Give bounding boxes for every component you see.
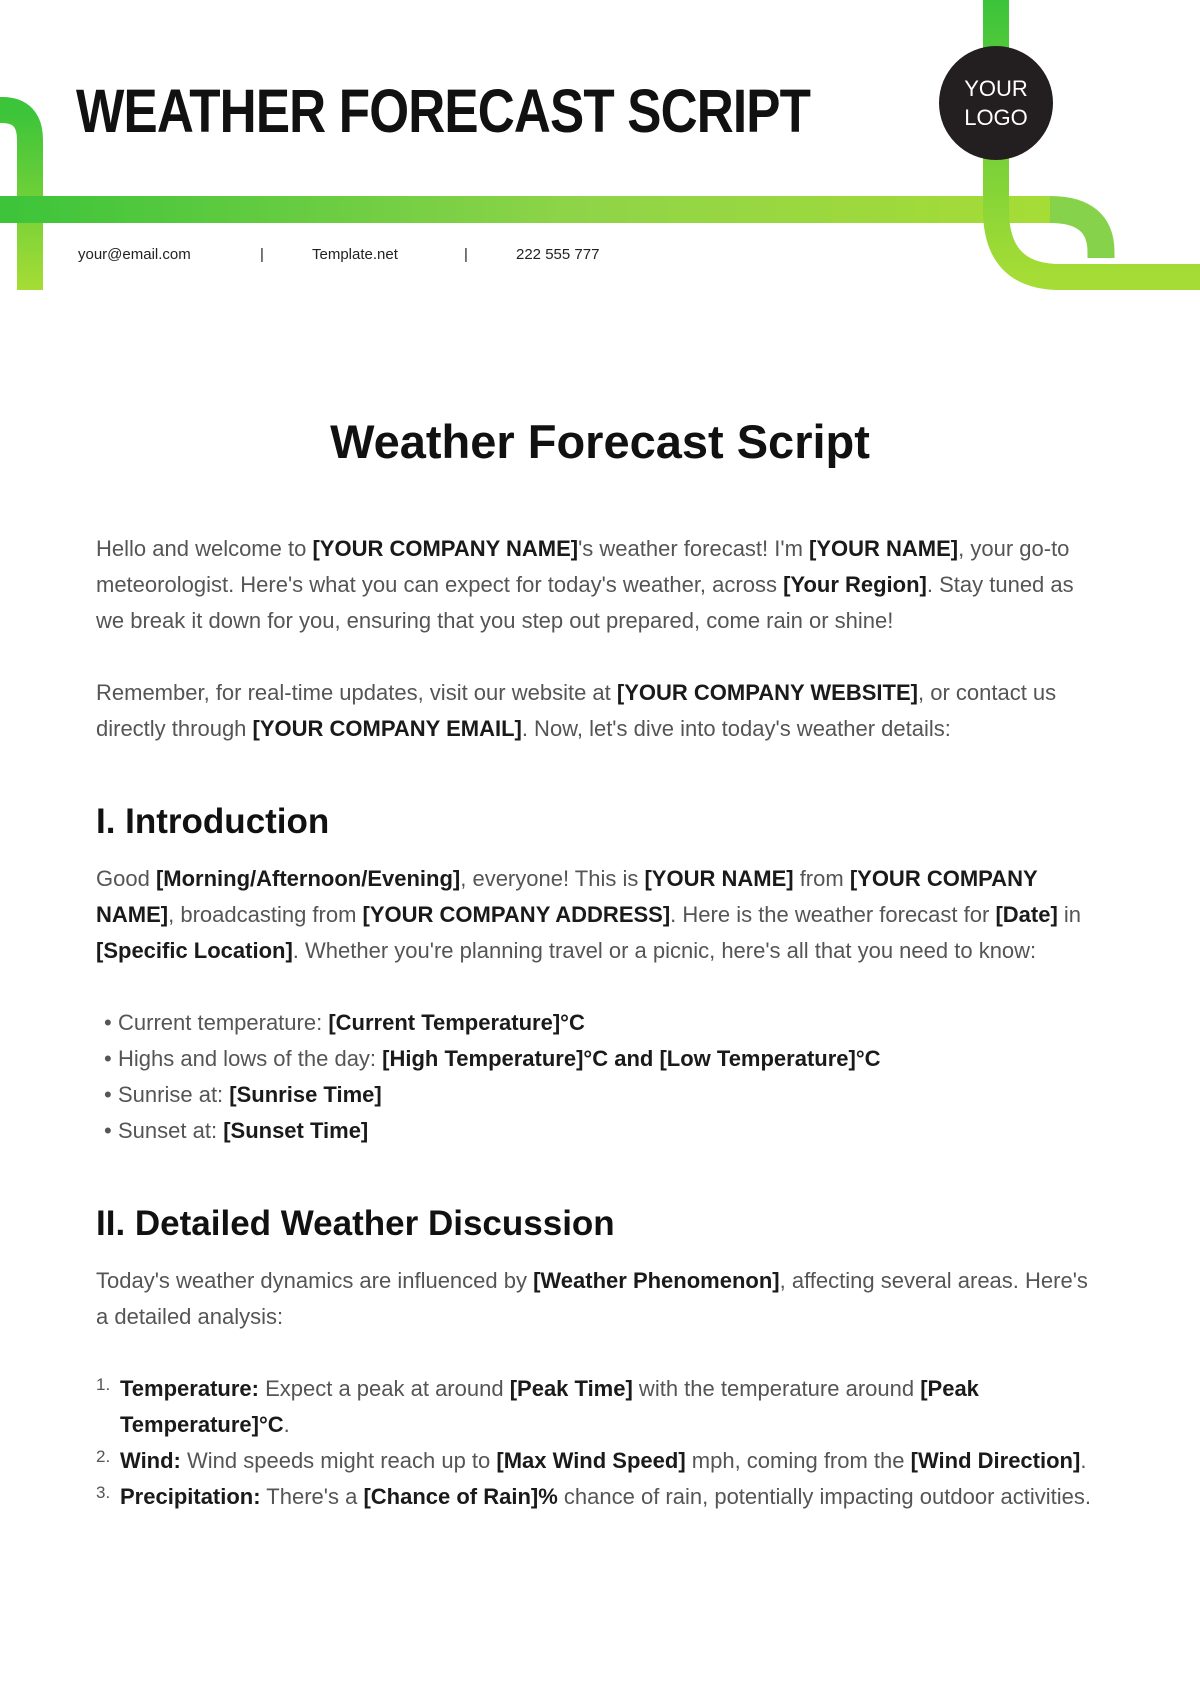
intro-paragraph-1: Hello and welcome to [YOUR COMPANY NAME]'s weather forecast! I'm [YOUR NAME], your go-to meteorologist. Here's what you can expect for today's weather, across [Your Region]. Stay tuned as we break it down for you, ensuring that you step out prepared, come rain or shine! [96,536,1074,633]
company-logo [939,46,1053,160]
list-item: • Sunrise at: [Sunrise Time] [104,1077,1096,1113]
conditions-bullet-list [96,1005,1096,1149]
contact-email[interactable]: your@email.com [78,246,191,263]
logo-text-line1: YOUR [964,76,1028,101]
contact-separator-1: | [260,246,264,263]
list-item: 2. Wind: Wind speeds might reach up to [Max Wind Speed] mph, coming from the [Wind Direction]. [96,1447,1087,1473]
list-item: • Highs and lows of the day: [High Temperature]°C and [Low Temperature]°C [104,1041,1096,1077]
intro-paragraph-2: Remember, for real-time updates, visit our website at [YOUR COMPANY WEBSITE], or contact us directly through [YOUR COMPANY EMAIL]. Now, let's dive into today's weather details: [96,680,1057,741]
document-title: Weather Forecast Script [330,415,870,468]
list-item: 3. Precipitation: There's a [Chance of Rain]% chance of rain, potentially impacting outdoor activities. [96,1483,1091,1509]
contact-phone[interactable]: 222 555 777 [516,246,600,263]
analysis-numbered-list [96,1371,1096,1515]
contact-website[interactable]: Template.net [312,246,398,263]
introduction-paragraph: Good [Morning/Afternoon/Evening], everyone! This is [YOUR NAME] from [YOUR COMPANY NAME], broadcasting from [YOUR COMPANY ADDRESS]. Here is the weather forecast for [Date] in [Specific Location]. Whether you're planning travel or a picnic, here's all that you need to know: [96,866,1082,963]
list-item: 1. Temperature: Expect a peak at around [Peak Time] with the temperature around [Peak Temperature]°C. [96,1375,979,1437]
section-heading-detailed-discussion: II. Detailed Weather Discussion [96,1204,615,1243]
document-body [96,531,1096,1515]
header-title: WEATHER FORECAST SCRIPT [76,77,811,145]
list-item: • Sunset at: [Sunset Time] [104,1113,1096,1149]
discussion-paragraph: Today's weather dynamics are influenced by [Weather Phenomenon], affecting several areas. Here's a detailed analysis: [96,1268,1088,1329]
list-item: • Current temperature: [Current Temperature]°C [104,1005,1096,1041]
contact-separator-2: | [464,246,468,263]
section-heading-introduction: I. Introduction [96,802,330,841]
logo-text-line2: LOGO [964,105,1028,130]
